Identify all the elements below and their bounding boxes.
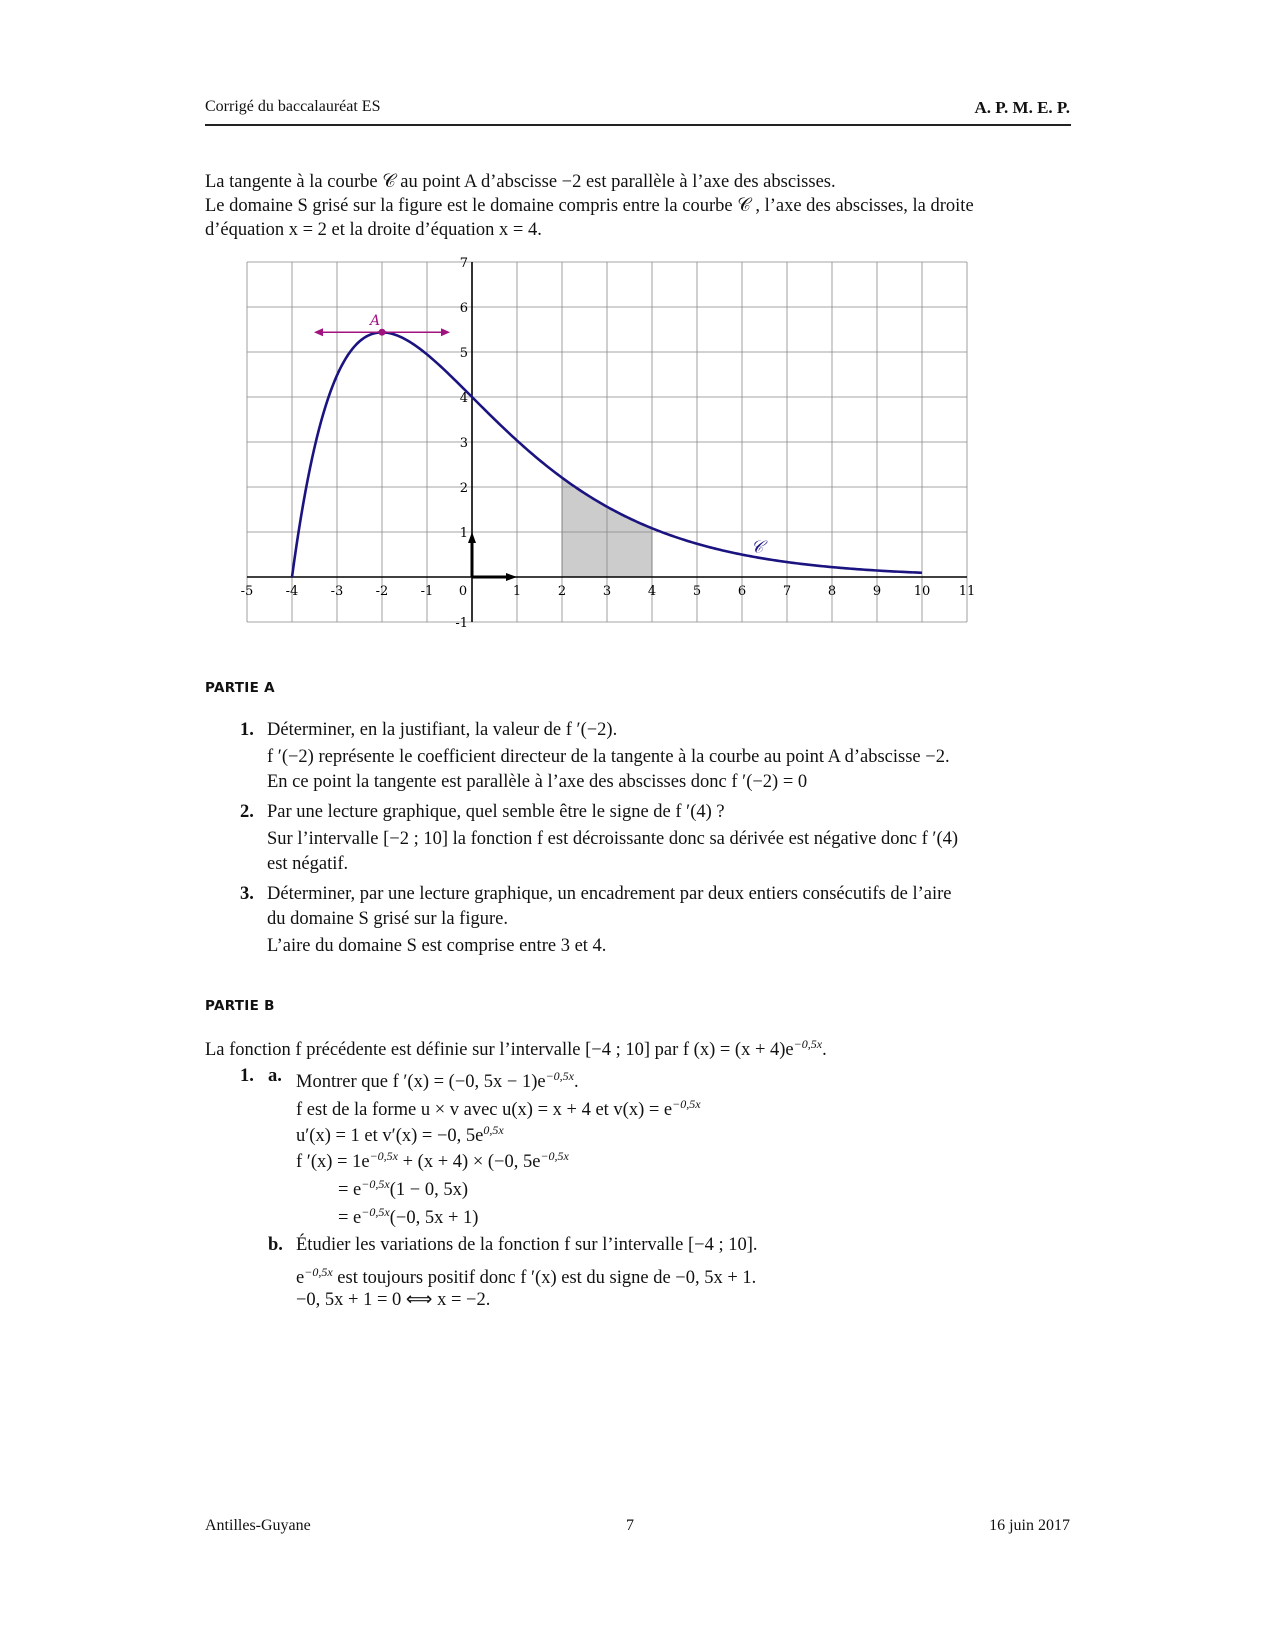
- x-tick-label: 0: [458, 584, 468, 599]
- tangent-arrow-left: [314, 328, 323, 336]
- y-tick-label: 3: [459, 436, 468, 451]
- b-qa-label: a.: [268, 1066, 282, 1086]
- b-qa-line-1: f est de la forme u × v avec u(x) = x + 4 et $v(x) = e^{-0,5x}$: [296, 1097, 701, 1121]
- header-left: Corrigé du baccalauréat ES: [205, 98, 381, 115]
- intro-line-2: Le domaine S grisé sur la figure est le domaine compris entre la courbe 𝒞 , l’axe des abscisses, la droite: [205, 196, 974, 216]
- b-qa-line-3: f $'(x) = 1e^{-0,5x} + (x + 4) \times (-0$, $5e^{-0,5x}$: [296, 1149, 569, 1173]
- b-qa-line-5: = $e^{-0,5x}(-0$, 5x + 1): [338, 1205, 479, 1229]
- x-tick-label: 1: [512, 584, 522, 599]
- x-tick-label: 6: [737, 584, 747, 599]
- b-qb-line-2: −0, 5x + 1 = 0 ⟺ x = −2.: [296, 1290, 491, 1310]
- q2-answer-2: est négatif.: [267, 854, 349, 874]
- header-right: A. P. M. E. P.: [974, 98, 1070, 117]
- curve-label: 𝒞: [751, 537, 764, 558]
- x-tick-label: -1: [420, 584, 434, 599]
- unit-vector-j-arrowhead: [468, 532, 476, 543]
- x-tick-label: 5: [692, 584, 702, 599]
- partie-a-title: PARTIE A: [205, 680, 275, 696]
- q3-number: 3.: [240, 884, 254, 904]
- x-tick-label: 7: [782, 584, 792, 599]
- tangent-arrow-right: [441, 328, 450, 336]
- footer-left: Antilles-Guyane: [205, 1517, 311, 1534]
- partie-b-intro: La fonction f précédente est définie sur l’intervalle [−4 ; 10] par f $(x) = (x + 4)e^{-0,5x}$.: [205, 1037, 827, 1061]
- footer-page-number: 7: [626, 1517, 634, 1534]
- q2-number: 2.: [240, 802, 254, 822]
- q2-answer-1: Sur l’intervalle [−2 ; 10] la fonction f est décroissante donc sa dérivée est négative donc f ′(4): [267, 829, 959, 849]
- unit-vector-i-arrowhead: [506, 573, 517, 581]
- b-qb-line-1: $e^{-0,5x}$ est toujours positif donc f ′(x) est du signe de −0, 5x + 1.: [296, 1265, 757, 1289]
- y-tick-label: 6: [459, 301, 468, 316]
- x-tick-label: 8: [827, 584, 837, 599]
- q1-answer-2: En ce point la tangente est parallèle à l’axe des abscisses donc f ′(−2) = 0: [267, 772, 808, 792]
- point-a: [379, 329, 386, 336]
- y-tick-label: 7: [459, 256, 468, 271]
- q3-question-1: Déterminer, par une lecture graphique, un encadrement par deux entiers consécutifs de l’aire: [267, 884, 952, 904]
- b-qb-question: Étudier les variations de la fonction f sur l’intervalle [−4 ; 10].: [296, 1235, 758, 1255]
- x-tick-label: 11: [958, 584, 976, 599]
- b-qa-question: Montrer que f ′(x) = (−0, $5x - 1)e^{-0,5x}$.: [296, 1069, 579, 1093]
- y-tick-label: 1: [459, 526, 468, 541]
- b-qb-label: b.: [268, 1235, 283, 1255]
- x-tick-label: 10: [913, 584, 931, 599]
- q1-answer-1: f ′(−2) représente le coefficient directeur de la tangente à la courbe au point A d’abscisse −2.: [267, 747, 950, 767]
- q3-answer-1: L’aire du domaine S est comprise entre 3 et 4.: [267, 936, 607, 956]
- y-tick-label: 4: [459, 391, 468, 406]
- intro-line-3: d’équation x = 2 et la droite d’équation x = 4.: [205, 220, 542, 240]
- x-tick-label: -3: [330, 584, 344, 599]
- footer-right: 16 juin 2017: [989, 1517, 1070, 1534]
- x-tick-label: 4: [647, 584, 657, 599]
- x-tick-label: 2: [557, 584, 567, 599]
- q1-question: Déterminer, en la justifiant, la valeur de f ′(−2).: [267, 720, 618, 740]
- y-tick-label: -1: [455, 616, 468, 631]
- header-rule: [205, 124, 1071, 126]
- b-qa-line-4: = $e^{-0,5x}(1 - 0$, 5x): [338, 1177, 468, 1201]
- function-graph: [240, 255, 1020, 655]
- intro-line-1: La tangente à la courbe 𝒞 au point A d’abscisse −2 est parallèle à l’axe des abscisses.: [205, 172, 836, 192]
- partie-b-title: PARTIE B: [205, 998, 275, 1014]
- y-tick-label: 5: [459, 346, 468, 361]
- x-tick-label: -5: [240, 584, 254, 599]
- b-q1-number: 1.: [240, 1066, 254, 1086]
- y-tick-label: 2: [459, 481, 468, 496]
- x-tick-label: -2: [375, 584, 389, 599]
- b-qa-line-2: u′(x) = 1 et v′(x) = −0, $5e^{0,5x}$: [296, 1123, 504, 1147]
- q3-question-2: du domaine S grisé sur la figure.: [267, 909, 508, 929]
- x-tick-label: 3: [602, 584, 612, 599]
- q2-question: Par une lecture graphique, quel semble être le signe de f ′(4) ?: [267, 802, 725, 822]
- point-a-label: A: [370, 313, 381, 330]
- x-tick-label: -4: [285, 584, 299, 599]
- x-tick-label: 9: [872, 584, 882, 599]
- q1-number: 1.: [240, 720, 254, 740]
